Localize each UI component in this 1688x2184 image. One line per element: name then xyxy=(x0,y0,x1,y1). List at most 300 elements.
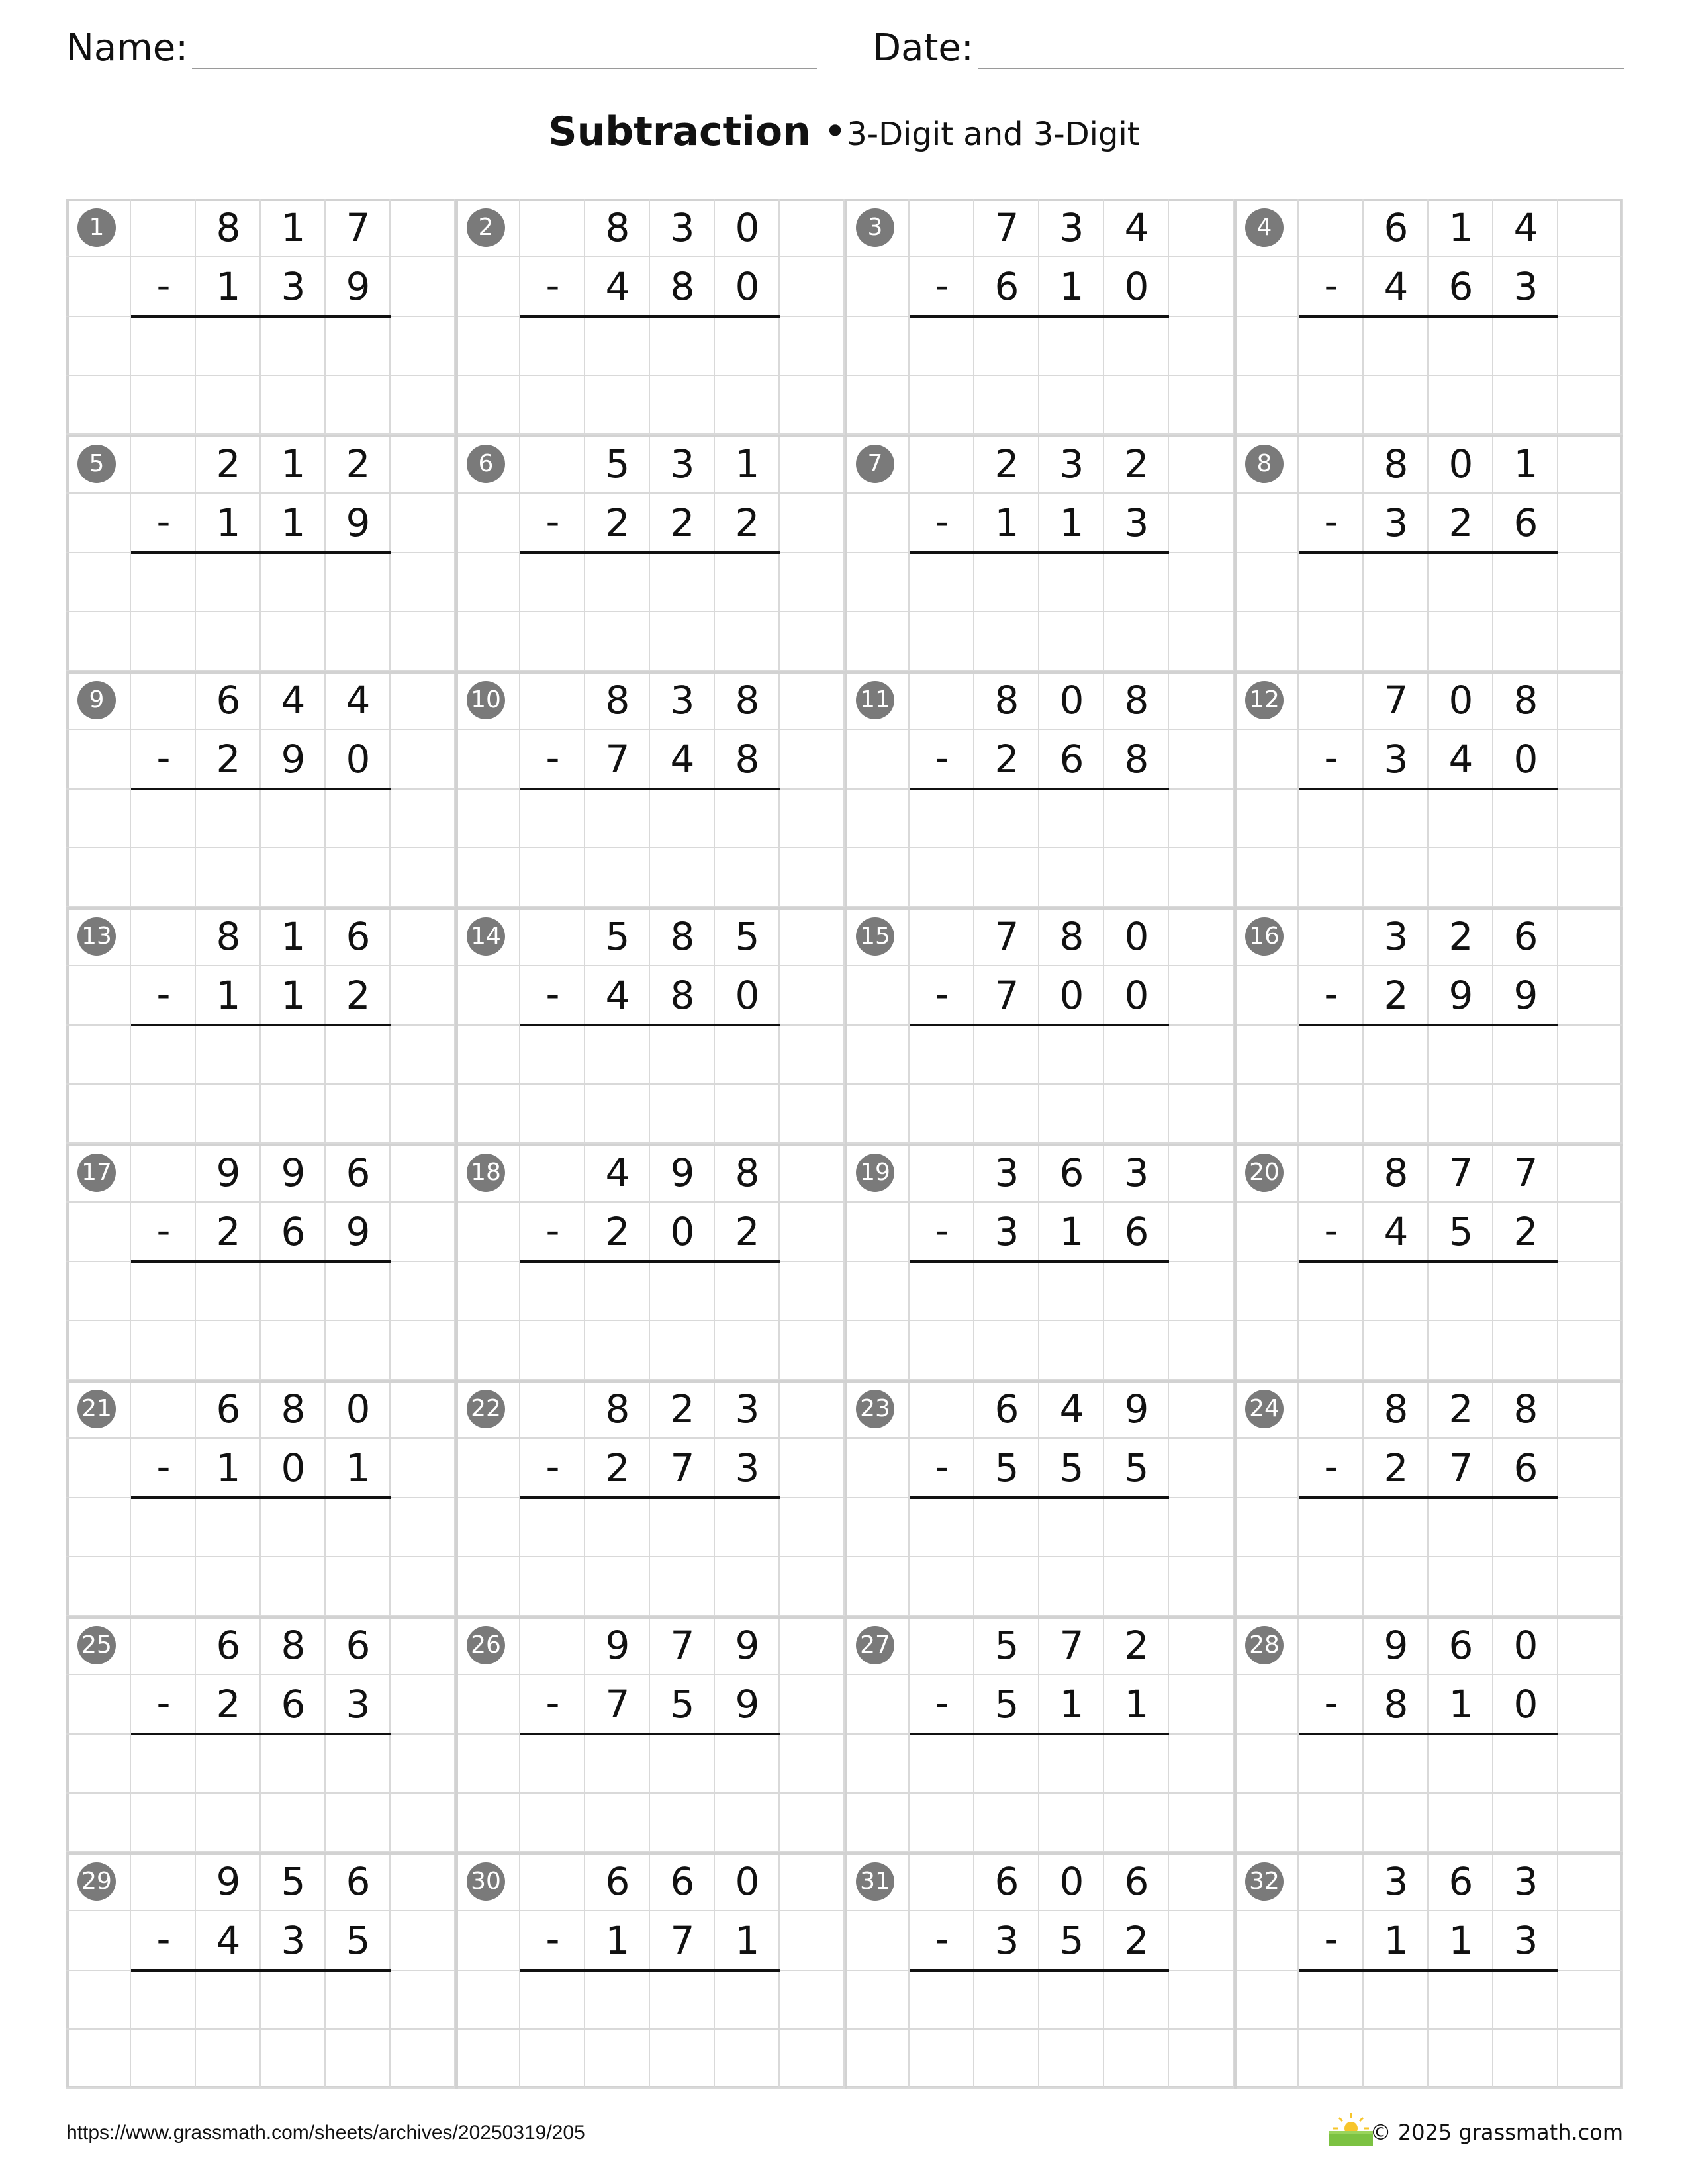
answer-cell[interactable] xyxy=(1299,1321,1364,1380)
answer-cell[interactable] xyxy=(974,1557,1039,1616)
answer-cell[interactable] xyxy=(66,1971,131,2030)
answer-cell[interactable] xyxy=(974,1971,1039,2030)
answer-cell[interactable] xyxy=(455,1735,520,1794)
answer-cell[interactable] xyxy=(261,1026,326,1085)
answer-cell[interactable] xyxy=(780,848,845,907)
answer-cell[interactable] xyxy=(650,1971,715,2030)
answer-cell[interactable] xyxy=(1039,848,1104,907)
answer-cell[interactable] xyxy=(1104,1794,1169,1852)
answer-cell[interactable] xyxy=(1169,1794,1234,1852)
answer-cell[interactable] xyxy=(845,1321,910,1380)
answer-cell[interactable] xyxy=(845,1498,910,1557)
answer-cell[interactable] xyxy=(1299,1971,1364,2030)
answer-cell[interactable] xyxy=(261,1262,326,1321)
answer-cell[interactable] xyxy=(1493,1557,1558,1616)
answer-cell[interactable] xyxy=(650,1321,715,1380)
answer-cell[interactable] xyxy=(131,1794,196,1852)
answer-cell[interactable] xyxy=(715,848,780,907)
answer-cell[interactable] xyxy=(1299,1262,1364,1321)
answer-cell[interactable] xyxy=(1558,2030,1623,2089)
answer-cell[interactable] xyxy=(131,1557,196,1616)
answer-cell[interactable] xyxy=(1299,553,1364,612)
answer-cell[interactable] xyxy=(1299,612,1364,671)
answer-cell[interactable] xyxy=(910,612,974,671)
answer-cell[interactable] xyxy=(196,1321,261,1380)
answer-cell[interactable] xyxy=(650,376,715,435)
answer-cell[interactable] xyxy=(1299,1557,1364,1616)
answer-cell[interactable] xyxy=(1104,553,1169,612)
answer-cell[interactable] xyxy=(780,1321,845,1380)
answer-cell[interactable] xyxy=(1493,790,1558,848)
answer-cell[interactable] xyxy=(780,1735,845,1794)
answer-cell[interactable] xyxy=(1558,553,1623,612)
answer-cell[interactable] xyxy=(520,376,585,435)
answer-cell[interactable] xyxy=(1169,1735,1234,1794)
answer-cell[interactable] xyxy=(1558,1971,1623,2030)
answer-cell[interactable] xyxy=(66,1498,131,1557)
answer-cell[interactable] xyxy=(66,612,131,671)
answer-cell[interactable] xyxy=(520,1262,585,1321)
answer-cell[interactable] xyxy=(391,1498,455,1557)
answer-cell[interactable] xyxy=(1039,1085,1104,1144)
answer-cell[interactable] xyxy=(780,1262,845,1321)
answer-cell[interactable] xyxy=(1039,1971,1104,2030)
answer-cell[interactable] xyxy=(1493,376,1558,435)
answer-cell[interactable] xyxy=(261,376,326,435)
answer-cell[interactable] xyxy=(974,376,1039,435)
answer-cell[interactable] xyxy=(66,2030,131,2089)
answer-cell[interactable] xyxy=(1429,1794,1493,1852)
answer-cell[interactable] xyxy=(1299,376,1364,435)
answer-cell[interactable] xyxy=(520,790,585,848)
answer-cell[interactable] xyxy=(910,1498,974,1557)
answer-cell[interactable] xyxy=(261,1498,326,1557)
answer-cell[interactable] xyxy=(66,317,131,376)
answer-cell[interactable] xyxy=(391,1026,455,1085)
answer-cell[interactable] xyxy=(1299,1026,1364,1085)
answer-cell[interactable] xyxy=(1558,1262,1623,1321)
answer-cell[interactable] xyxy=(261,2030,326,2089)
answer-cell[interactable] xyxy=(326,317,391,376)
answer-cell[interactable] xyxy=(1104,376,1169,435)
answer-cell[interactable] xyxy=(1299,2030,1364,2089)
answer-cell[interactable] xyxy=(780,1085,845,1144)
answer-cell[interactable] xyxy=(455,1085,520,1144)
answer-cell[interactable] xyxy=(585,317,650,376)
answer-cell[interactable] xyxy=(650,317,715,376)
answer-cell[interactable] xyxy=(520,1085,585,1144)
answer-cell[interactable] xyxy=(585,1735,650,1794)
answer-cell[interactable] xyxy=(1558,848,1623,907)
answer-cell[interactable] xyxy=(974,553,1039,612)
answer-cell[interactable] xyxy=(1558,317,1623,376)
answer-cell[interactable] xyxy=(715,1971,780,2030)
answer-cell[interactable] xyxy=(1299,1794,1364,1852)
answer-cell[interactable] xyxy=(780,1794,845,1852)
answer-cell[interactable] xyxy=(1364,612,1429,671)
answer-cell[interactable] xyxy=(196,612,261,671)
answer-cell[interactable] xyxy=(1234,553,1299,612)
answer-cell[interactable] xyxy=(1364,1321,1429,1380)
answer-cell[interactable] xyxy=(1493,1971,1558,2030)
answer-cell[interactable] xyxy=(520,1026,585,1085)
answer-cell[interactable] xyxy=(1299,1498,1364,1557)
answer-cell[interactable] xyxy=(585,1085,650,1144)
answer-cell[interactable] xyxy=(1429,1557,1493,1616)
answer-cell[interactable] xyxy=(1039,1735,1104,1794)
answer-cell[interactable] xyxy=(1169,1262,1234,1321)
answer-cell[interactable] xyxy=(974,1085,1039,1144)
answer-cell[interactable] xyxy=(1493,612,1558,671)
answer-cell[interactable] xyxy=(520,1794,585,1852)
answer-cell[interactable] xyxy=(1558,790,1623,848)
answer-cell[interactable] xyxy=(261,1557,326,1616)
answer-cell[interactable] xyxy=(196,1794,261,1852)
answer-cell[interactable] xyxy=(650,790,715,848)
answer-cell[interactable] xyxy=(455,1321,520,1380)
answer-cell[interactable] xyxy=(1169,553,1234,612)
answer-cell[interactable] xyxy=(780,2030,845,2089)
answer-cell[interactable] xyxy=(326,612,391,671)
answer-cell[interactable] xyxy=(391,1794,455,1852)
answer-cell[interactable] xyxy=(1364,317,1429,376)
answer-cell[interactable] xyxy=(1234,1026,1299,1085)
answer-cell[interactable] xyxy=(66,553,131,612)
answer-cell[interactable] xyxy=(131,612,196,671)
answer-cell[interactable] xyxy=(845,2030,910,2089)
answer-cell[interactable] xyxy=(1429,1262,1493,1321)
answer-cell[interactable] xyxy=(455,1498,520,1557)
answer-cell[interactable] xyxy=(1169,1557,1234,1616)
answer-cell[interactable] xyxy=(1493,1262,1558,1321)
answer-cell[interactable] xyxy=(326,1557,391,1616)
answer-cell[interactable] xyxy=(1429,848,1493,907)
answer-cell[interactable] xyxy=(1039,1026,1104,1085)
answer-cell[interactable] xyxy=(455,553,520,612)
answer-cell[interactable] xyxy=(845,1794,910,1852)
answer-cell[interactable] xyxy=(391,1557,455,1616)
answer-cell[interactable] xyxy=(261,1321,326,1380)
answer-cell[interactable] xyxy=(1364,376,1429,435)
answer-cell[interactable] xyxy=(715,1262,780,1321)
answer-cell[interactable] xyxy=(66,1085,131,1144)
answer-cell[interactable] xyxy=(1429,1321,1493,1380)
answer-cell[interactable] xyxy=(326,848,391,907)
answer-cell[interactable] xyxy=(1039,790,1104,848)
answer-cell[interactable] xyxy=(326,1971,391,2030)
answer-cell[interactable] xyxy=(1104,317,1169,376)
answer-cell[interactable] xyxy=(974,1026,1039,1085)
answer-cell[interactable] xyxy=(1364,1498,1429,1557)
answer-cell[interactable] xyxy=(780,1971,845,2030)
answer-cell[interactable] xyxy=(520,317,585,376)
answer-cell[interactable] xyxy=(910,1794,974,1852)
answer-cell[interactable] xyxy=(650,1026,715,1085)
answer-cell[interactable] xyxy=(585,1971,650,2030)
answer-cell[interactable] xyxy=(650,553,715,612)
answer-cell[interactable] xyxy=(520,848,585,907)
answer-cell[interactable] xyxy=(66,1262,131,1321)
answer-cell[interactable] xyxy=(650,1498,715,1557)
answer-cell[interactable] xyxy=(1039,1262,1104,1321)
answer-cell[interactable] xyxy=(196,553,261,612)
answer-cell[interactable] xyxy=(780,1026,845,1085)
answer-cell[interactable] xyxy=(1364,1026,1429,1085)
answer-cell[interactable] xyxy=(1104,1498,1169,1557)
answer-cell[interactable] xyxy=(455,612,520,671)
answer-cell[interactable] xyxy=(845,1735,910,1794)
answer-cell[interactable] xyxy=(131,1262,196,1321)
answer-cell[interactable] xyxy=(131,2030,196,2089)
answer-cell[interactable] xyxy=(455,1026,520,1085)
answer-cell[interactable] xyxy=(1558,1026,1623,1085)
answer-cell[interactable] xyxy=(66,790,131,848)
name-write-line[interactable] xyxy=(192,68,817,69)
answer-cell[interactable] xyxy=(585,1321,650,1380)
answer-cell[interactable] xyxy=(455,2030,520,2089)
answer-cell[interactable] xyxy=(261,1735,326,1794)
answer-cell[interactable] xyxy=(974,317,1039,376)
answer-cell[interactable] xyxy=(196,317,261,376)
answer-cell[interactable] xyxy=(1234,1262,1299,1321)
answer-cell[interactable] xyxy=(845,848,910,907)
answer-cell[interactable] xyxy=(1429,1971,1493,2030)
answer-cell[interactable] xyxy=(845,1557,910,1616)
answer-cell[interactable] xyxy=(261,790,326,848)
answer-cell[interactable] xyxy=(520,553,585,612)
answer-cell[interactable] xyxy=(1493,1498,1558,1557)
answer-cell[interactable] xyxy=(131,1735,196,1794)
answer-cell[interactable] xyxy=(715,1026,780,1085)
answer-cell[interactable] xyxy=(520,1971,585,2030)
answer-cell[interactable] xyxy=(131,1026,196,1085)
answer-cell[interactable] xyxy=(1234,612,1299,671)
answer-cell[interactable] xyxy=(585,1557,650,1616)
answer-cell[interactable] xyxy=(131,848,196,907)
answer-cell[interactable] xyxy=(910,848,974,907)
answer-cell[interactable] xyxy=(1104,1971,1169,2030)
answer-cell[interactable] xyxy=(326,2030,391,2089)
answer-cell[interactable] xyxy=(326,1262,391,1321)
answer-cell[interactable] xyxy=(1169,376,1234,435)
date-write-line[interactable] xyxy=(978,68,1624,69)
answer-cell[interactable] xyxy=(715,317,780,376)
answer-cell[interactable] xyxy=(196,1498,261,1557)
answer-cell[interactable] xyxy=(910,1321,974,1380)
answer-cell[interactable] xyxy=(910,1262,974,1321)
answer-cell[interactable] xyxy=(1429,612,1493,671)
answer-cell[interactable] xyxy=(1104,1321,1169,1380)
answer-cell[interactable] xyxy=(131,553,196,612)
answer-cell[interactable] xyxy=(845,1085,910,1144)
answer-cell[interactable] xyxy=(326,1794,391,1852)
answer-cell[interactable] xyxy=(585,1026,650,1085)
answer-cell[interactable] xyxy=(974,1794,1039,1852)
answer-cell[interactable] xyxy=(585,1794,650,1852)
answer-cell[interactable] xyxy=(1493,1321,1558,1380)
answer-cell[interactable] xyxy=(131,1498,196,1557)
answer-cell[interactable] xyxy=(391,612,455,671)
answer-cell[interactable] xyxy=(520,1321,585,1380)
answer-cell[interactable] xyxy=(520,612,585,671)
answer-cell[interactable] xyxy=(1558,376,1623,435)
answer-cell[interactable] xyxy=(650,1735,715,1794)
answer-cell[interactable] xyxy=(1104,2030,1169,2089)
answer-cell[interactable] xyxy=(1558,1321,1623,1380)
answer-cell[interactable] xyxy=(974,1735,1039,1794)
answer-cell[interactable] xyxy=(1169,1026,1234,1085)
answer-cell[interactable] xyxy=(66,1321,131,1380)
answer-cell[interactable] xyxy=(1493,1085,1558,1144)
answer-cell[interactable] xyxy=(1429,376,1493,435)
answer-cell[interactable] xyxy=(974,1262,1039,1321)
answer-cell[interactable] xyxy=(1558,1794,1623,1852)
answer-cell[interactable] xyxy=(261,1085,326,1144)
answer-cell[interactable] xyxy=(780,317,845,376)
answer-cell[interactable] xyxy=(66,376,131,435)
answer-cell[interactable] xyxy=(715,376,780,435)
answer-cell[interactable] xyxy=(1299,848,1364,907)
answer-cell[interactable] xyxy=(1169,848,1234,907)
answer-cell[interactable] xyxy=(974,2030,1039,2089)
answer-cell[interactable] xyxy=(1493,1026,1558,1085)
answer-cell[interactable] xyxy=(520,1735,585,1794)
answer-cell[interactable] xyxy=(845,553,910,612)
answer-cell[interactable] xyxy=(326,1085,391,1144)
answer-cell[interactable] xyxy=(910,1557,974,1616)
answer-cell[interactable] xyxy=(1299,317,1364,376)
answer-cell[interactable] xyxy=(66,1026,131,1085)
answer-cell[interactable] xyxy=(1558,1735,1623,1794)
answer-cell[interactable] xyxy=(391,317,455,376)
answer-cell[interactable] xyxy=(196,848,261,907)
answer-cell[interactable] xyxy=(910,376,974,435)
answer-cell[interactable] xyxy=(910,1735,974,1794)
answer-cell[interactable] xyxy=(326,1735,391,1794)
answer-cell[interactable] xyxy=(974,612,1039,671)
answer-cell[interactable] xyxy=(455,1971,520,2030)
answer-cell[interactable] xyxy=(391,1735,455,1794)
answer-cell[interactable] xyxy=(1429,553,1493,612)
answer-cell[interactable] xyxy=(910,2030,974,2089)
answer-cell[interactable] xyxy=(261,1794,326,1852)
answer-cell[interactable] xyxy=(261,553,326,612)
answer-cell[interactable] xyxy=(196,1971,261,2030)
answer-cell[interactable] xyxy=(1104,848,1169,907)
answer-cell[interactable] xyxy=(585,612,650,671)
answer-cell[interactable] xyxy=(1169,317,1234,376)
answer-cell[interactable] xyxy=(585,1262,650,1321)
answer-cell[interactable] xyxy=(1364,790,1429,848)
answer-cell[interactable] xyxy=(1234,848,1299,907)
answer-cell[interactable] xyxy=(1169,790,1234,848)
answer-cell[interactable] xyxy=(455,1794,520,1852)
answer-cell[interactable] xyxy=(845,1262,910,1321)
answer-cell[interactable] xyxy=(1104,1557,1169,1616)
answer-cell[interactable] xyxy=(1429,2030,1493,2089)
answer-cell[interactable] xyxy=(261,317,326,376)
answer-cell[interactable] xyxy=(1299,790,1364,848)
answer-cell[interactable] xyxy=(1558,612,1623,671)
answer-cell[interactable] xyxy=(1039,317,1104,376)
answer-cell[interactable] xyxy=(1364,1085,1429,1144)
answer-cell[interactable] xyxy=(715,1794,780,1852)
answer-cell[interactable] xyxy=(391,553,455,612)
answer-cell[interactable] xyxy=(585,790,650,848)
answer-cell[interactable] xyxy=(974,848,1039,907)
answer-cell[interactable] xyxy=(391,1085,455,1144)
answer-cell[interactable] xyxy=(715,790,780,848)
answer-cell[interactable] xyxy=(845,376,910,435)
answer-cell[interactable] xyxy=(196,1735,261,1794)
answer-cell[interactable] xyxy=(974,1498,1039,1557)
answer-cell[interactable] xyxy=(131,1085,196,1144)
answer-cell[interactable] xyxy=(780,1557,845,1616)
answer-cell[interactable] xyxy=(585,848,650,907)
answer-cell[interactable] xyxy=(1429,317,1493,376)
answer-cell[interactable] xyxy=(780,553,845,612)
answer-cell[interactable] xyxy=(1039,376,1104,435)
answer-cell[interactable] xyxy=(1364,1262,1429,1321)
answer-cell[interactable] xyxy=(715,1557,780,1616)
answer-cell[interactable] xyxy=(326,376,391,435)
answer-cell[interactable] xyxy=(196,2030,261,2089)
answer-cell[interactable] xyxy=(1169,1971,1234,2030)
answer-cell[interactable] xyxy=(910,1971,974,2030)
answer-cell[interactable] xyxy=(66,848,131,907)
answer-cell[interactable] xyxy=(650,1085,715,1144)
answer-cell[interactable] xyxy=(910,317,974,376)
answer-cell[interactable] xyxy=(650,1557,715,1616)
answer-cell[interactable] xyxy=(326,1026,391,1085)
answer-cell[interactable] xyxy=(1104,790,1169,848)
answer-cell[interactable] xyxy=(910,553,974,612)
answer-cell[interactable] xyxy=(1234,1085,1299,1144)
answer-cell[interactable] xyxy=(1558,1085,1623,1144)
answer-cell[interactable] xyxy=(1493,1794,1558,1852)
answer-cell[interactable] xyxy=(391,1321,455,1380)
answer-cell[interactable] xyxy=(520,2030,585,2089)
answer-cell[interactable] xyxy=(1493,1735,1558,1794)
answer-cell[interactable] xyxy=(1234,1735,1299,1794)
answer-cell[interactable] xyxy=(845,1026,910,1085)
answer-cell[interactable] xyxy=(261,1971,326,2030)
answer-cell[interactable] xyxy=(780,1498,845,1557)
answer-cell[interactable] xyxy=(455,1557,520,1616)
answer-cell[interactable] xyxy=(845,790,910,848)
answer-cell[interactable] xyxy=(1104,1262,1169,1321)
answer-cell[interactable] xyxy=(650,612,715,671)
answer-cell[interactable] xyxy=(1364,553,1429,612)
answer-cell[interactable] xyxy=(1104,612,1169,671)
answer-cell[interactable] xyxy=(650,848,715,907)
answer-cell[interactable] xyxy=(326,1498,391,1557)
answer-cell[interactable] xyxy=(1169,1085,1234,1144)
answer-cell[interactable] xyxy=(1364,848,1429,907)
answer-cell[interactable] xyxy=(196,1085,261,1144)
answer-cell[interactable] xyxy=(1299,1085,1364,1144)
answer-cell[interactable] xyxy=(1104,1026,1169,1085)
answer-cell[interactable] xyxy=(196,1262,261,1321)
answer-cell[interactable] xyxy=(845,317,910,376)
answer-cell[interactable] xyxy=(715,1735,780,1794)
answer-cell[interactable] xyxy=(1429,790,1493,848)
answer-cell[interactable] xyxy=(1039,1321,1104,1380)
answer-cell[interactable] xyxy=(1493,553,1558,612)
answer-cell[interactable] xyxy=(780,790,845,848)
answer-cell[interactable] xyxy=(1039,1498,1104,1557)
answer-cell[interactable] xyxy=(1429,1085,1493,1144)
